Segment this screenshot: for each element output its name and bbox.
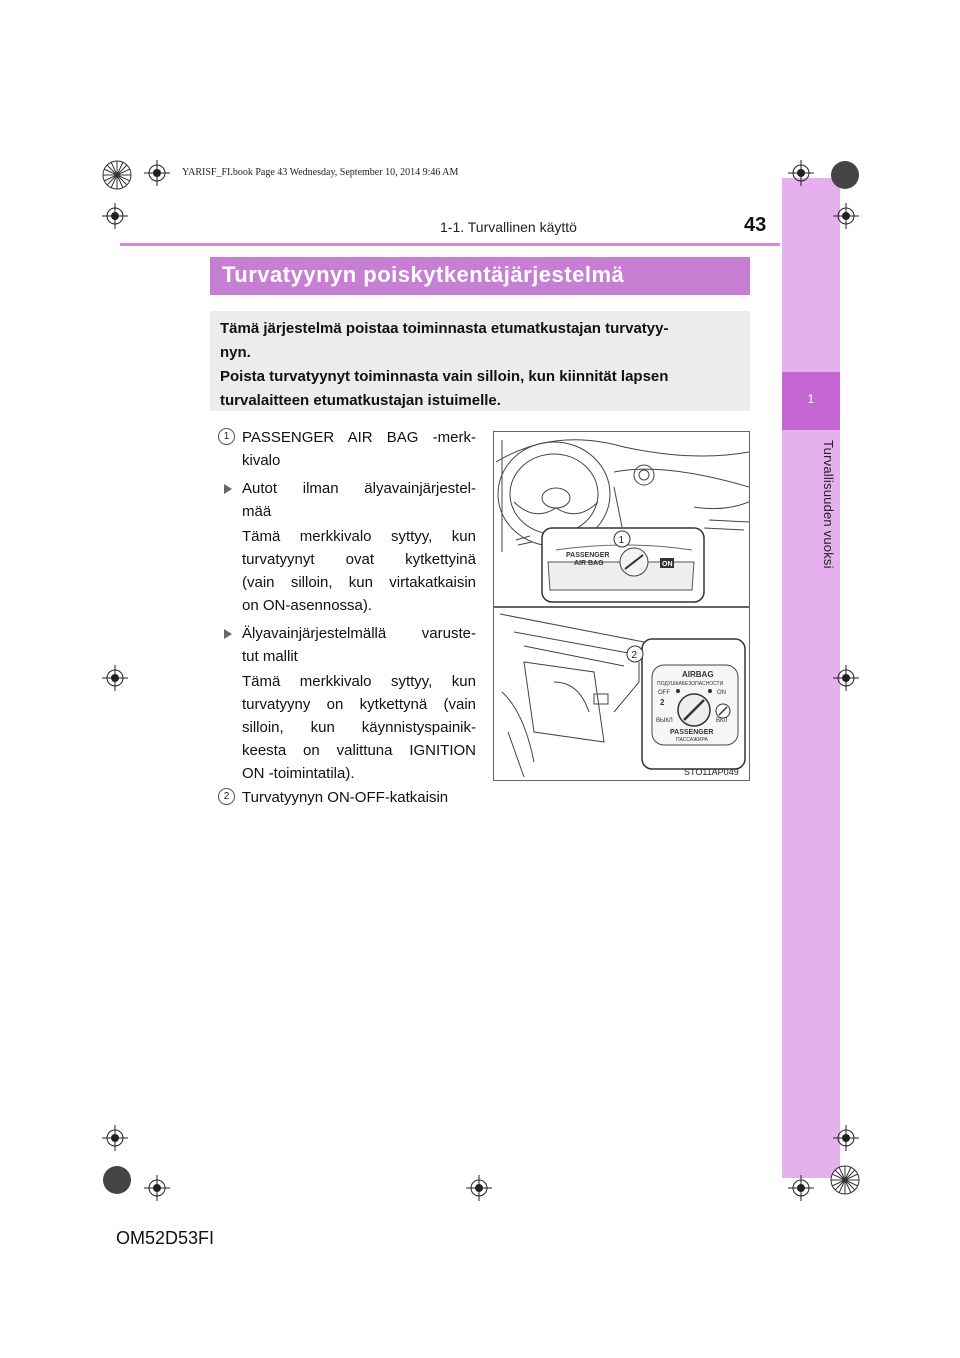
summary-line: Tämä järjestelmä poistaa toiminnasta etumatkustajan turvatyy-: [220, 320, 669, 337]
item1-text: kivalo: [242, 452, 281, 469]
side-tab: [782, 178, 840, 1178]
switch-on-ru: ВКЛ: [716, 718, 728, 724]
sub-text: ON -toimintatila).: [242, 765, 355, 782]
item2-text: Turvatyynyn ON-OFF-katkaisin: [242, 789, 449, 806]
crosshair-icon: [466, 1175, 492, 1201]
sub-text: silloin, kun käynnistyspainik-: [242, 719, 476, 736]
crosshair-icon: [144, 1175, 170, 1201]
crosshair-icon: [102, 1125, 128, 1151]
summary-line: nyn.: [220, 344, 251, 361]
sub-text: turvatyynyt ovat kytkettyinä: [242, 551, 476, 568]
dashboard-figure: [493, 431, 750, 781]
footer-code: OM52D53FI: [116, 1228, 215, 1248]
summary-box: [210, 311, 750, 411]
crosshair-icon: [833, 665, 859, 691]
sub-text: turvatyyny on kytkettynä (vain: [242, 696, 476, 713]
crosshair-icon: [788, 160, 814, 186]
sub-text: (vain silloin, kun virtakatkaisin: [242, 574, 476, 591]
crosshair-icon: [102, 665, 128, 691]
switch-title: AIRBAG: [682, 670, 714, 679]
bullet-triangle-icon: [224, 484, 232, 494]
switch-passenger: PASSENGER: [670, 729, 714, 736]
summary-line: turvalaitteen etumatkustajan istuimelle.: [220, 392, 501, 409]
item-number-badge: 2: [218, 788, 235, 805]
switch-title-ru: ПОДУШКАБЕЗОПАСНОСТИ: [657, 681, 724, 687]
crosshair-icon: [102, 203, 128, 229]
sub-text: keesta on valittuna IGNITION: [242, 742, 476, 759]
sub-heading: mää: [242, 503, 272, 520]
sub-text: Tämä merkkivalo syttyy, kun: [242, 673, 476, 690]
side-tab-title: Turvallisuuden vuoksi: [821, 440, 836, 569]
indicator-label: AIR BAG: [574, 560, 604, 567]
page-number: 43: [744, 214, 767, 236]
switch-digit: 2: [660, 698, 665, 707]
figure-code: STO11AP049: [684, 767, 739, 777]
registration-dot-icon: [830, 160, 860, 190]
registration-sun-icon: [102, 160, 132, 190]
bullet-triangle-icon: [224, 629, 232, 639]
registration-sun-icon: [830, 1165, 860, 1195]
switch-on-label: ON: [717, 690, 726, 696]
registration-dot-icon: [102, 1165, 132, 1195]
item-number-badge: 1: [218, 428, 235, 445]
dashboard-illustration: [494, 432, 750, 781]
book-info-line: YARISF_FI.book Page 43 Wednesday, September 10, 2014 9:46 AM: [182, 167, 459, 178]
figure-callout: 1: [618, 535, 625, 546]
summary-line: Poista turvatyynyt toiminnasta vain silloin, kun kiinnität lapsen: [220, 368, 669, 385]
item1-text: PASSENGER AIR BAG -merk-: [242, 429, 476, 446]
indicator-on-label: ON: [662, 561, 673, 568]
sub-heading: tut mallit: [242, 648, 298, 665]
switch-passenger-ru: ПАССАЖИРА: [676, 737, 708, 743]
switch-off-label: OFF: [658, 690, 670, 696]
crosshair-icon: [833, 1125, 859, 1151]
sub-heading: Autot ilman älyavainjärjestel-: [242, 480, 476, 497]
header-rule: [120, 243, 780, 246]
sub-text: on ON-asennossa).: [242, 597, 373, 614]
sub-text: Tämä merkkivalo syttyy, kun: [242, 528, 476, 545]
indicator-label: PASSENGER: [566, 552, 610, 559]
side-tab-number: 1: [807, 392, 815, 406]
section-title: 1-1. Turvallinen käyttö: [440, 219, 577, 235]
page-title: Turvatyynyn poiskytkentäjärjestelmä: [222, 262, 625, 287]
switch-off-ru: ВЫКЛ: [656, 718, 673, 724]
crosshair-icon: [788, 1175, 814, 1201]
figure-callout: 2: [631, 650, 638, 661]
crosshair-icon: [144, 160, 170, 186]
sub-heading: Älyavainjärjestelmällä varuste-: [242, 625, 476, 642]
crosshair-icon: [833, 203, 859, 229]
